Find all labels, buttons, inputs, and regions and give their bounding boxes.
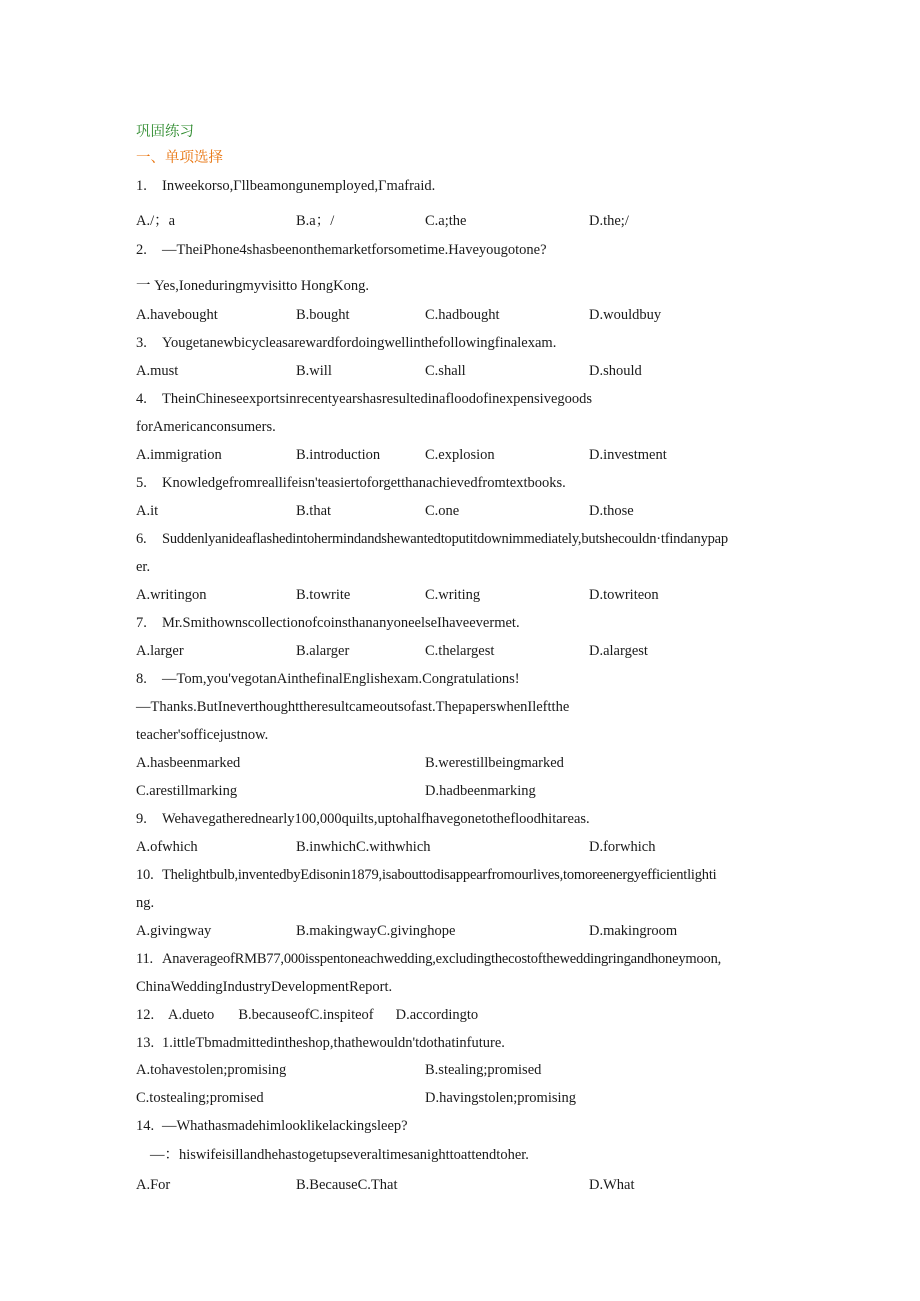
question-1: [136, 177, 435, 195]
question-stem-continued: ChinaWeddingIndustryDevelopmentReport.: [136, 979, 393, 995]
question-reply: 一 Yes,Ioneduringmyvisitto HongKong.: [136, 278, 369, 294]
option-a: A.For: [136, 1177, 171, 1193]
option-a: A.tohavestolen;promising: [136, 1062, 287, 1078]
question-stem-continued: er.: [136, 559, 151, 575]
option-c: C.a;the: [425, 213, 467, 229]
question-stem-continued: ng.: [136, 895, 155, 911]
question-number: 10.: [136, 867, 154, 883]
question-stem: TheinChineseexportsinrecentyearshasresultedinafloodofinexpensivegoods: [162, 391, 593, 407]
option-b: B.stealing;promised: [425, 1062, 542, 1078]
question-number: 4.: [136, 391, 147, 407]
question-8: [136, 670, 520, 688]
option-b: B.bought: [296, 307, 350, 323]
question-number: 8.: [136, 671, 147, 687]
option-d: D.should: [589, 363, 642, 379]
option-c: C.shall: [425, 363, 466, 379]
question-4: [136, 390, 592, 408]
option-b: B.werestillbeingmarked: [425, 755, 564, 771]
option-d: D.makingroom: [589, 923, 678, 939]
option-c: C.writing: [425, 587, 481, 603]
question-stem-continued: forAmericanconsumers.: [136, 419, 276, 435]
option-a: A.ofwhich: [136, 839, 198, 855]
option-bc: B.becauseofC.inspiteof: [238, 1007, 374, 1023]
option-c: C.tostealing;promised: [136, 1090, 264, 1106]
question-number: 5.: [136, 475, 147, 491]
option-b: B.that: [296, 503, 332, 519]
option-b: B.introduction: [296, 447, 381, 463]
option-c: C.hadbought: [425, 307, 500, 323]
question-stem: —TheiPhone4shasbeenonthemarketforsometime.Haveyougotone?: [162, 242, 547, 258]
question-number: 2.: [136, 242, 147, 258]
question-number: 12.: [136, 1007, 155, 1023]
option-d: D.forwhich: [589, 839, 656, 855]
question-reply: —Thanks.ButIneverthoughttheresultcameoutsofast.ThepaperswhenIleftthe: [136, 699, 570, 715]
option-b: B.alarger: [296, 643, 350, 659]
option-b: B.will: [296, 363, 332, 379]
question-stem: Yougetanewbicycleasarewardfordoingwellinthefollowingfinalexam.: [162, 335, 557, 351]
question-stem: Wehavegatherednearly100,000quilts,uptohalfhavegonetothefloodhitareas.: [162, 811, 590, 827]
option-d: D.accordingto: [395, 1007, 479, 1023]
option-c: C.thelargest: [425, 643, 495, 659]
question-number: 11.: [136, 951, 153, 967]
question-6: [136, 530, 728, 548]
section-title: 巩固练习: [136, 124, 194, 140]
question-number: 14.: [136, 1118, 155, 1134]
question-stem: —Tom,you'vegotanAinthefinalEnglishexam.Congratulations!: [162, 671, 520, 687]
question-reply: —：hiswifeisillandhehastogetupseveraltimesanighttoattendtoher.: [150, 1147, 529, 1163]
option-d: D.those: [589, 503, 634, 519]
question-stem: Mr.SmithownscollectionofcoinsthananyoneelseIhaveevermet.: [162, 615, 520, 631]
option-d: D.investment: [589, 447, 667, 463]
question-13: [136, 1034, 505, 1052]
option-c: C.arestillmarking: [136, 783, 238, 799]
option-b: B.a；/: [296, 213, 335, 229]
option-a: A.must: [136, 363, 179, 379]
option-b: B.towrite: [296, 587, 351, 603]
subsection-title: 一、单项选择: [136, 150, 223, 166]
question-number: 13.: [136, 1035, 155, 1051]
question-11: [136, 950, 721, 968]
question-reply-continued: teacher'sofficejustnow.: [136, 727, 269, 743]
option-a: A.hasbeenmarked: [136, 755, 241, 771]
option-a: A.havebought: [136, 307, 218, 323]
question-number: 7.: [136, 615, 147, 631]
option-d: D.What: [589, 1177, 635, 1193]
option-bc: B.makingwayC.givinghope: [296, 923, 456, 939]
question-stem: AnaverageofRMB77,000isspentoneachwedding,excludingthecostoftheweddingringandhoneymoon,: [162, 951, 722, 967]
question-5: [136, 474, 566, 492]
option-c: C.one: [425, 503, 460, 519]
option-a: A./；a: [136, 213, 176, 229]
option-d: D.towriteon: [589, 587, 659, 603]
question-number: 3.: [136, 335, 147, 351]
question-7: [136, 614, 520, 632]
option-d: D.alargest: [589, 643, 648, 659]
question-number: 1.: [136, 178, 147, 194]
option-a: A.givingway: [136, 923, 212, 939]
question-10: [136, 866, 717, 884]
question-14: [136, 1117, 408, 1135]
question-stem: —Whathasmadehimlooklikelackingsleep?: [162, 1118, 408, 1134]
option-a: A.dueto: [168, 1007, 215, 1023]
option-bc: B.inwhichC.withwhich: [296, 839, 431, 855]
question-number: 6.: [136, 531, 147, 547]
option-a: A.writingon: [136, 587, 207, 603]
question-3: [136, 334, 556, 352]
option-d: D.hadbeenmarking: [425, 783, 536, 799]
option-c: C.explosion: [425, 447, 495, 463]
option-d: D.havingstolen;promising: [425, 1090, 577, 1106]
question-12: [136, 1006, 478, 1024]
question-9: [136, 810, 590, 828]
option-bc: B.BecauseC.That: [296, 1177, 398, 1193]
option-a: A.it: [136, 503, 159, 519]
question-stem: Thelightbulb,inventedbyEdisonin1879,isabouttodisappearfromourlives,tomoreenergyefficientlighti: [162, 867, 717, 883]
option-a: A.larger: [136, 643, 184, 659]
question-stem: Inweekorso,Γllbeamongunemployed,Γmafraid.: [162, 178, 436, 194]
option-d: D.wouldbuy: [589, 307, 662, 323]
question-stem: Suddenlyanideaflashedintohermindandshewantedtoputitdownimmediately,butshecouldn·tfindanypap: [162, 531, 728, 547]
question-2: [136, 241, 547, 259]
question-stem: 1.ittleTbmadmittedintheshop,thathewouldn'tdothatinfuture.: [162, 1035, 505, 1051]
option-d: D.the;/: [589, 213, 629, 229]
option-a: A.immigration: [136, 447, 222, 463]
question-number: 9.: [136, 811, 147, 827]
question-stem: Knowledgefromreallifeisn'teasiertoforgetthanachievedfromtextbooks.: [162, 475, 566, 491]
